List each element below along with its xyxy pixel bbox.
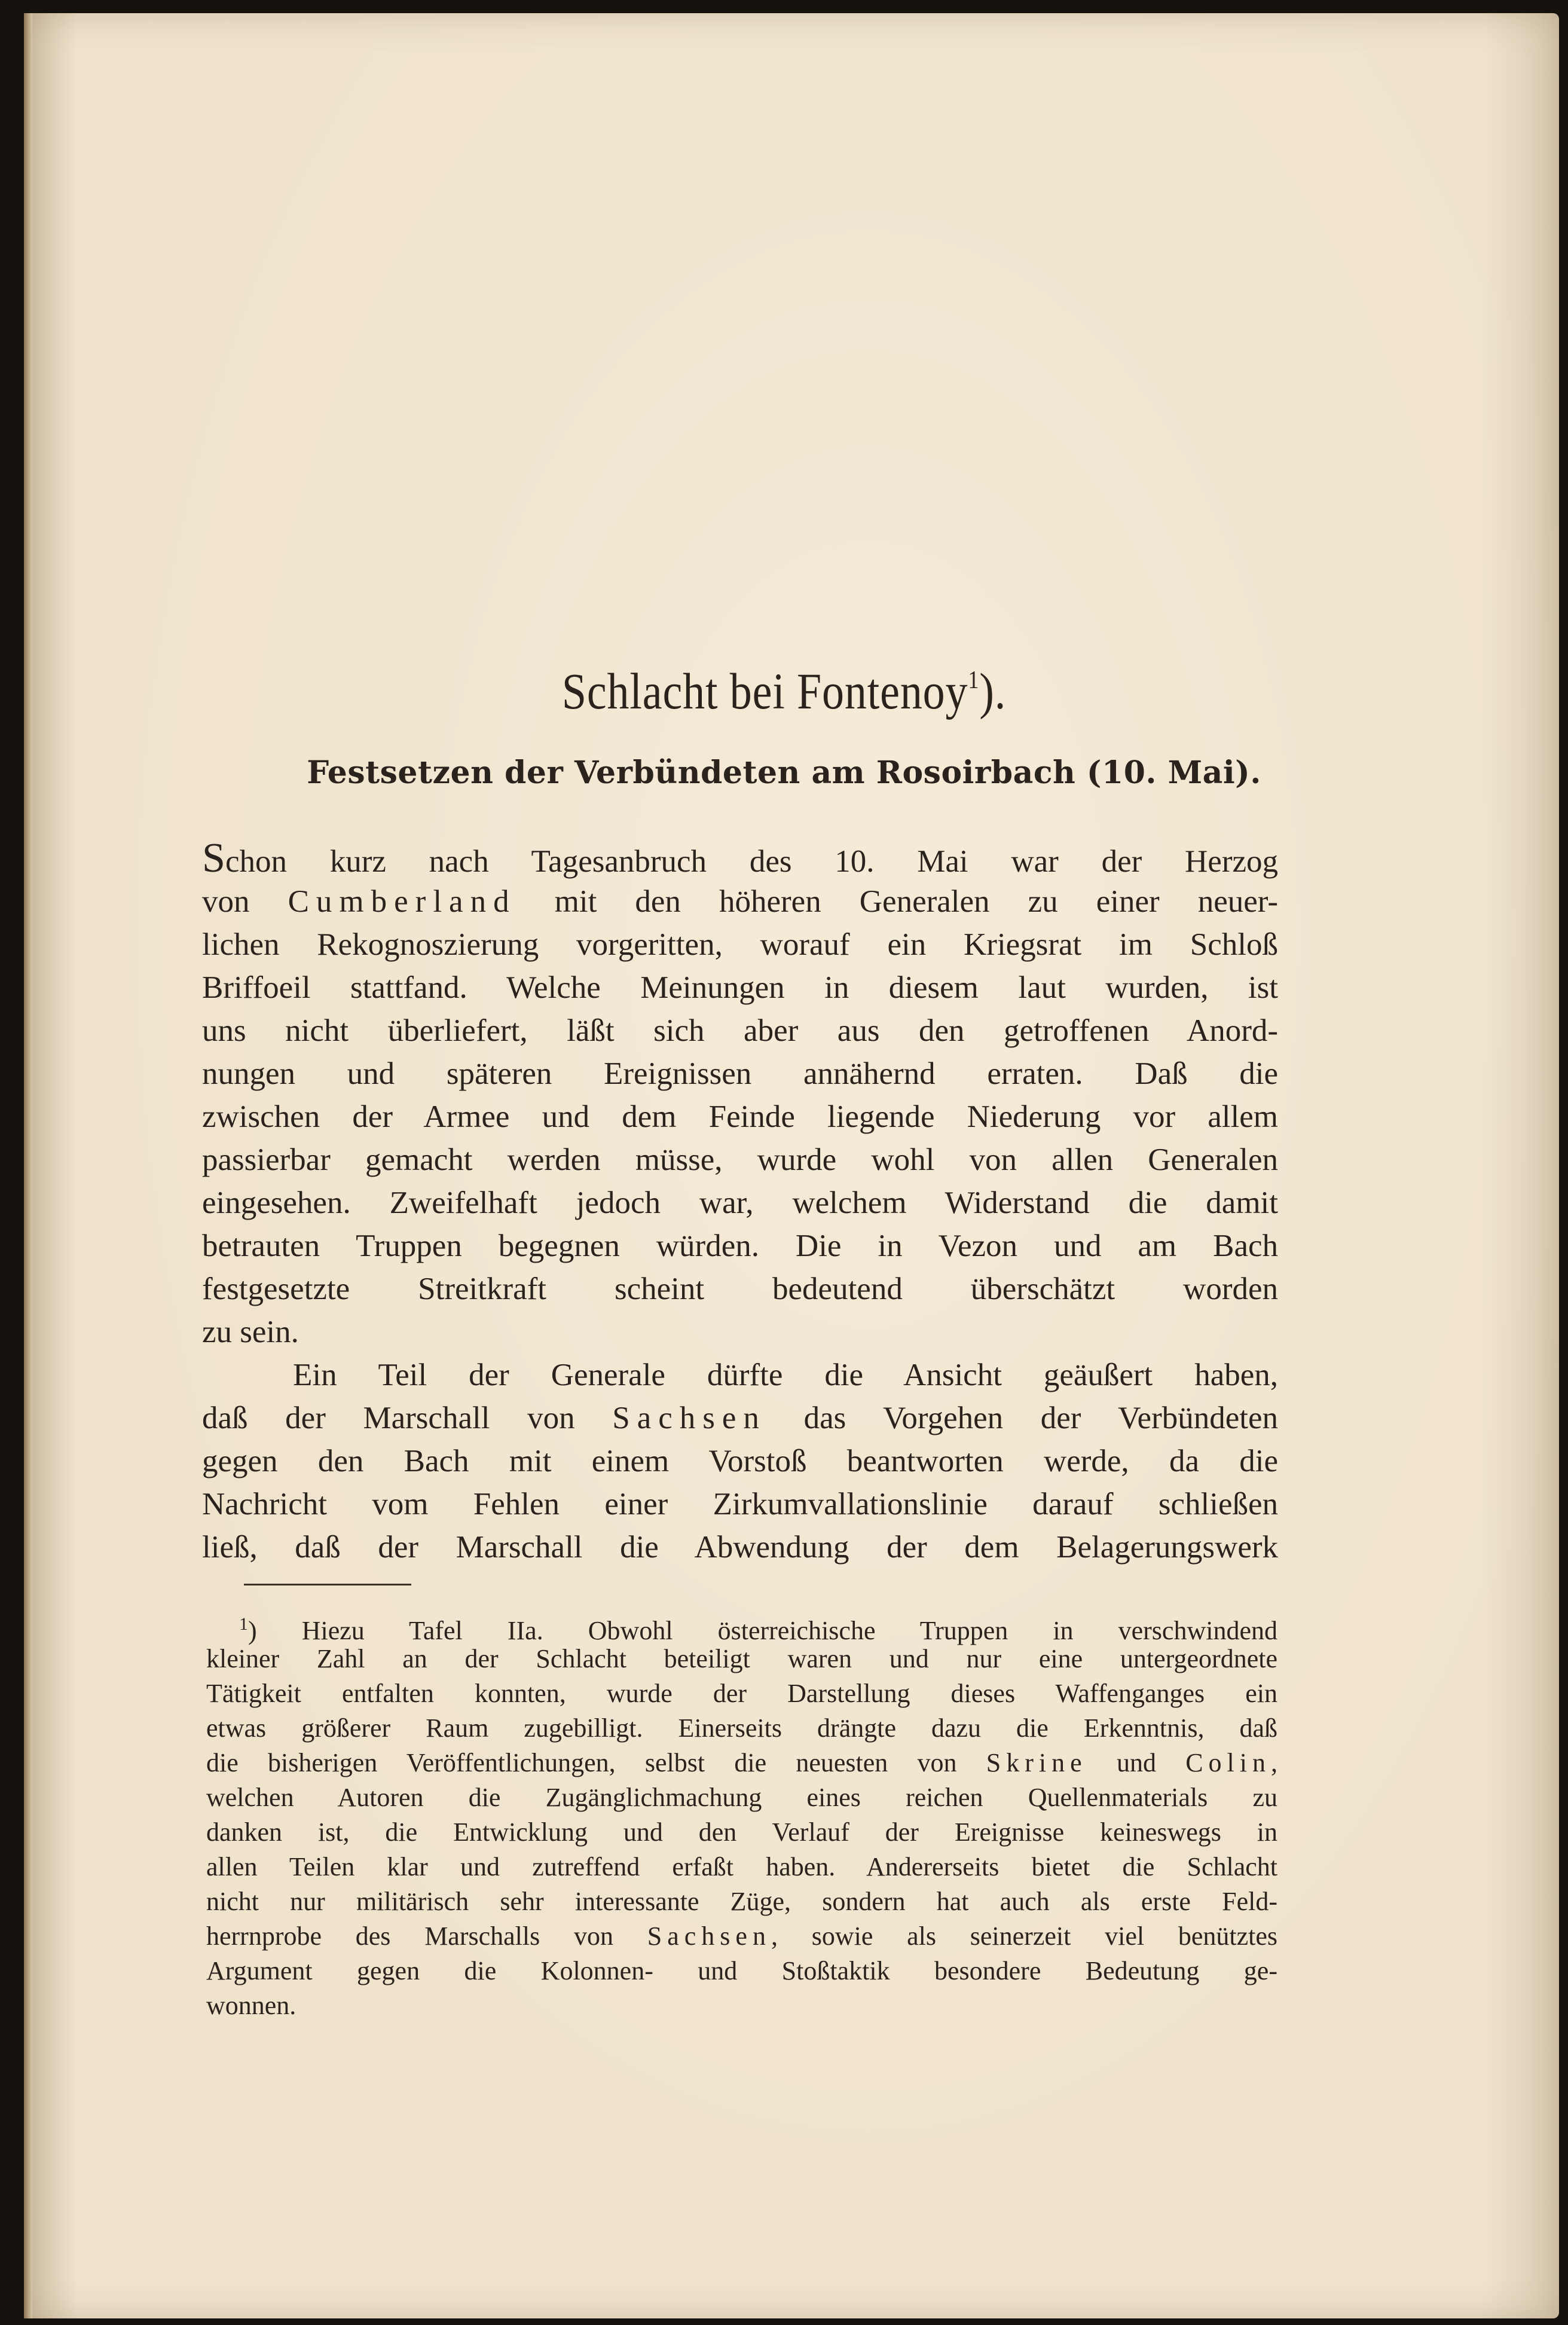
paragraph-2-line-1: Ein Teil der Generale dürfte die Ansicht geäußert haben, <box>293 1358 1278 1392</box>
line-text: mit den höheren Generalen zu einer neuer- <box>516 884 1278 919</box>
footnote-line-3: Tätigkeit entfalten konnten, wurde der Darstellung dieses Waffenganges ein <box>206 1679 1277 1708</box>
line-text: ) Hiezu Tafel IIa. Obwohl österreichische Truppen in verschwindend <box>248 1616 1277 1645</box>
footnote-line-10 <box>206 1919 1277 1954</box>
footnote-line-5 <box>206 1746 1277 1780</box>
paragraph-2-line-5: ließ, daß der Marschall die Abwendung der dem Belagerungswerk <box>202 1530 1278 1565</box>
chapter-title-closing: ). <box>979 662 1007 720</box>
line-text: herrnprobe des Marschalls von <box>206 1921 647 1951</box>
spaced-name: Colin <box>1185 1748 1271 1777</box>
footnote-line-12: wonnen. <box>206 1991 297 2020</box>
footnote-line-8: allen Teilen klar und zutreffend erfaßt haben. Andererseits bietet die Schlacht <box>206 1852 1277 1881</box>
paragraph-1-line-11: festgesetzte Streitkraft scheint bedeutend überschätzt worden <box>202 1272 1278 1306</box>
chapter-title <box>110 661 1459 721</box>
line-text: chon kurz nach Tagesanbruch des 10. Mai war der Herzog <box>225 844 1278 879</box>
page-binding-edge <box>24 13 32 2318</box>
paragraph-1-line-8: passierbar gemacht werden müsse, wurde wohl von allen Generalen <box>202 1142 1278 1177</box>
paragraph-1-line-2 <box>202 880 1278 923</box>
footnote-line-9: nicht nur militärisch sehr interessante Züge, sondern hat auch als erste Feld- <box>206 1887 1277 1916</box>
line-text: daß der Marschall von <box>202 1401 613 1435</box>
line-text: , sowie als seinerzeit viel benütztes <box>771 1921 1278 1951</box>
line-text: von <box>202 884 288 919</box>
footnote-mark: 1 <box>239 1614 248 1634</box>
footnote-line-11: Argument gegen die Kolonnen- und Stoßtaktik besondere Bedeutung ge- <box>206 1956 1277 1985</box>
spaced-name: Sachsen <box>612 1401 766 1435</box>
paragraph-2-line-3: gegen den Bach mit einem Vorstoß beantworten werde, da die <box>202 1444 1278 1478</box>
line-text: das Vorgehen der Verbündeten <box>766 1401 1278 1435</box>
paragraph-1-line-6: nungen und späteren Ereignissen annähernd erraten. Daß die <box>202 1056 1278 1091</box>
section-heading: Festsetzen der Verbündeten am Rosoirbach (10. Mai). <box>307 754 1261 791</box>
paragraph-1-line-10: betrauten Truppen begegnen würden. Die in Vezon und am Bach <box>202 1229 1278 1263</box>
line-text: , <box>1271 1748 1277 1777</box>
paragraph-1-line-7: zwischen der Armee und dem Feinde liegende Niederung vor allem <box>202 1099 1278 1134</box>
line-text: die bisherigen Veröffentlichungen, selbst die neuesten von <box>206 1748 986 1777</box>
paragraph-1-line-4: Briffoeil stattfand. Welche Meinungen in diesem laut wurden, ist <box>202 970 1278 1005</box>
footnote-rule <box>244 1584 411 1585</box>
footnote-line-6: welchen Autoren die Zugänglichmachung eines reichen Quellenmaterials zu <box>206 1783 1277 1812</box>
paragraph-1-line-12: zu sein. <box>202 1315 299 1349</box>
drop-cap: S <box>202 835 225 881</box>
paragraph-1-line-3: lichen Rekognoszierung vorgeritten, worauf ein Kriegsrat im Schloß <box>202 927 1278 962</box>
footnote-line-1 <box>239 1607 1277 1645</box>
paragraph-2-line-4: Nachricht vom Fehlen einer Zirkumvallationslinie darauf schließen <box>202 1487 1278 1522</box>
chapter-title-footnote-mark: 1 <box>968 667 980 694</box>
spaced-name: Cumberland <box>288 884 516 919</box>
chapter-title-text: Schlacht bei Fontenoy <box>561 662 968 720</box>
line-text: und <box>1087 1748 1186 1777</box>
footnote-line-2: kleiner Zahl an der Schlacht beteiligt waren und nur eine untergeordnete <box>206 1644 1277 1673</box>
spaced-name: Skrine <box>986 1748 1087 1777</box>
paragraph-1-line-9: eingesehen. Zweifelhaft jedoch war, welchem Widerstand die damit <box>202 1186 1278 1220</box>
spaced-name: Sachsen <box>647 1921 771 1951</box>
paragraph-1-line-5: uns nicht überliefert, läßt sich aber aus den getroffenen Anord- <box>202 1013 1278 1048</box>
footnote-line-4: etwas größerer Raum zugebilligt. Einerseits drängte dazu die Erkenntnis, daß <box>206 1713 1277 1743</box>
footnote-line-7: danken ist, die Entwicklung und den Verlauf der Ereignisse keineswegs in <box>206 1817 1277 1847</box>
paragraph-1-line-1 <box>202 837 1278 880</box>
paragraph-2-line-2 <box>202 1397 1278 1440</box>
